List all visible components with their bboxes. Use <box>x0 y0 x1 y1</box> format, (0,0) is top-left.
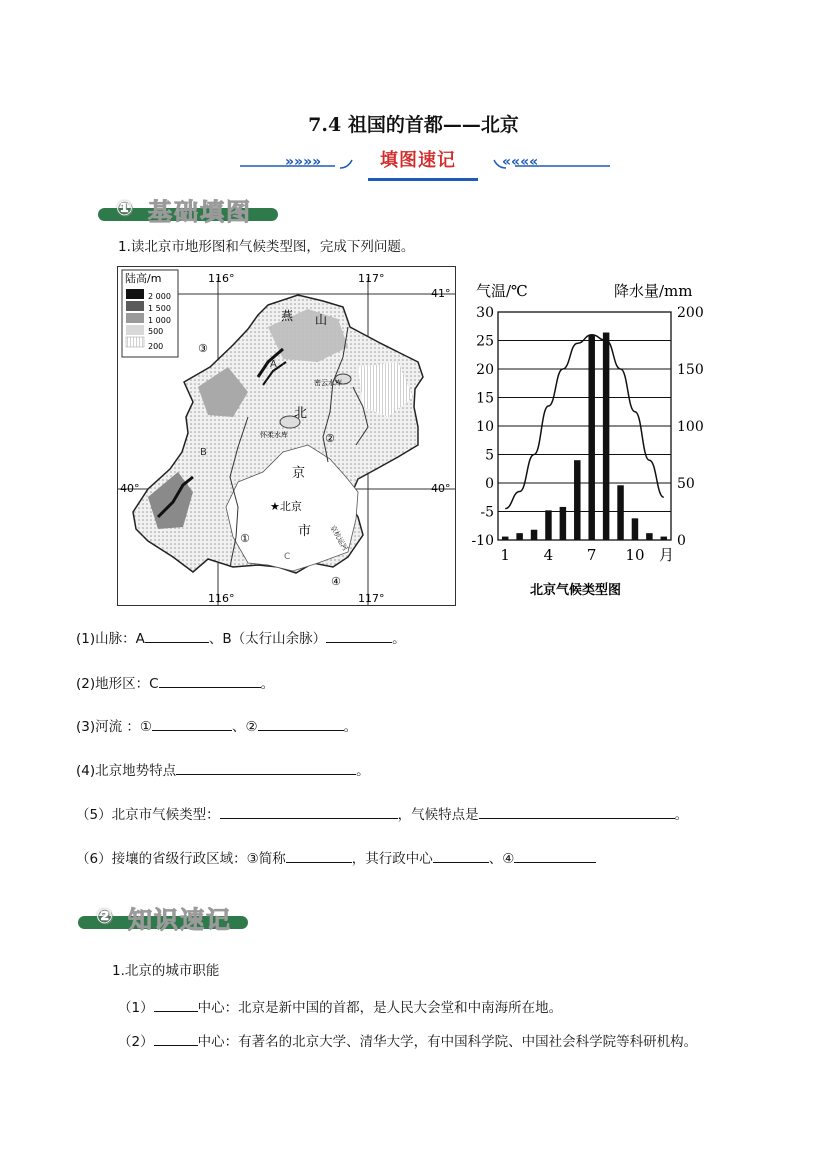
lat-label: 40° <box>431 482 451 495</box>
precipitation-bar <box>661 537 667 540</box>
temp-tick-label: 5 <box>485 447 494 464</box>
legend-level: 2 000 <box>148 292 171 301</box>
temp-tick-label: -5 <box>480 504 494 521</box>
label-jing: 京 <box>292 466 306 481</box>
svg-text:»»»»: »»»» <box>285 154 322 170</box>
question-text: ，气候特点是 <box>397 807 479 823</box>
lon-label-top: 117° <box>358 272 385 285</box>
precipitation-bar <box>646 533 652 540</box>
question-text: 。 <box>356 763 370 779</box>
section-number: ② <box>96 904 113 928</box>
answer-blank[interactable] <box>326 628 392 643</box>
item-prefix: （2） <box>118 1034 154 1050</box>
label-grand-canal: 京杭运河 <box>328 524 350 553</box>
label-region-4: ④ <box>331 575 341 588</box>
item-text: 中心：有著名的北京大学、清华大学，有中国科学院、中国社会科学院等科研机构。 <box>197 1034 698 1050</box>
precipitation-bar <box>617 485 623 540</box>
label-C: C <box>284 552 291 562</box>
beijing-climate-chart <box>466 272 716 607</box>
label-yan: 燕 <box>281 309 294 323</box>
month-tick-label: 4 <box>543 546 554 564</box>
lat-label: 40° <box>120 482 140 495</box>
precipitation-bar <box>632 518 638 540</box>
page-title: 7.4 祖国的首都——北京 <box>308 114 519 136</box>
label-river-1: ① <box>240 532 250 545</box>
label-miyun-reservoir: 密云水库 <box>314 379 342 387</box>
section-header-knowledge <box>78 900 248 934</box>
question-text: 。 <box>260 676 275 692</box>
precip-tick-label: 50 <box>677 476 695 492</box>
answer-blank[interactable] <box>514 848 596 863</box>
question-text: (1)山脉：A <box>76 631 145 647</box>
legend-title: 陆高/m <box>125 272 162 285</box>
precip-tick-label: 0 <box>677 533 686 549</box>
question-intro: 1.读北京市地形图和气候类型图，完成下列问题。 <box>118 239 415 255</box>
question-3 <box>76 716 357 736</box>
chart-right-axis-label: 降水量/mm <box>614 282 693 300</box>
precipitation-bar <box>516 533 522 540</box>
lon-label-top: 116° <box>208 272 235 285</box>
temp-tick-label: 25 <box>476 333 494 350</box>
question-5 <box>76 804 688 824</box>
question-6 <box>76 848 596 868</box>
svg-text:««««: «««« <box>502 154 539 170</box>
banner-label: 填图速记 <box>380 150 456 171</box>
month-axis-suffix: 月 <box>659 546 675 564</box>
month-tick-label: 1 <box>500 546 510 564</box>
question-1 <box>76 628 406 648</box>
month-tick-label: 7 <box>586 546 597 564</box>
temp-tick-label: 0 <box>485 476 494 492</box>
section-label: 知识速记 <box>128 906 232 934</box>
temp-tick-label: -10 <box>471 533 494 549</box>
item-text: 中心：北京是新中国的首都，是人民大会堂和中南海所在地。 <box>197 1000 563 1016</box>
label-huairou-reservoir: 怀柔水库 <box>260 431 288 439</box>
label-B: B <box>200 447 207 458</box>
question-4 <box>76 760 370 780</box>
question-text: （5）北京市气候类型： <box>76 807 220 823</box>
label-region-3: ③ <box>198 342 208 355</box>
item-prefix: （1） <box>118 1000 154 1016</box>
precipitation-bar <box>588 335 594 540</box>
label-shi: 市 <box>298 524 312 539</box>
lat-label: 41° <box>431 287 451 300</box>
precipitation-bar <box>560 507 566 540</box>
temp-tick-label: 30 <box>476 305 494 321</box>
question-text: 。 <box>674 807 689 823</box>
answer-blank[interactable] <box>145 628 209 643</box>
legend-level: 1 500 <box>148 304 171 313</box>
legend-level: 1 000 <box>148 316 171 325</box>
answer-blank[interactable] <box>433 848 489 863</box>
question-text: （6）接壤的省级行政区域：③简称 <box>76 851 286 867</box>
question-text: ，其行政中心 <box>351 851 433 867</box>
label-river-2: ② <box>325 432 335 445</box>
question-text: (2)地形区：C <box>76 676 159 692</box>
lon-label-bottom: 116° <box>208 592 235 605</box>
temp-tick-label: 10 <box>476 419 494 435</box>
precip-tick-label: 200 <box>677 305 704 321</box>
knowledge-item-1 <box>118 997 562 1017</box>
chart-left-axis-label: 气温/℃ <box>476 282 528 300</box>
question-text: (3)河流 ：① <box>76 719 153 735</box>
label-beijing-capital: ★北京 <box>270 500 302 513</box>
answer-blank[interactable] <box>479 804 675 819</box>
answer-blank[interactable] <box>286 848 352 863</box>
precipitation-bar <box>531 530 537 540</box>
label-A: A <box>270 359 277 370</box>
section-number: ① <box>116 196 133 220</box>
precipitation-bar <box>545 510 551 540</box>
answer-blank[interactable] <box>154 1031 198 1046</box>
chart-title: 北京气候类型图 <box>530 583 622 598</box>
lon-label-bottom: 117° <box>358 592 385 605</box>
question-text: 、② <box>232 719 258 735</box>
label-shan: 山 <box>315 313 328 327</box>
knowledge-item-2 <box>118 1031 697 1051</box>
question-text: 。 <box>392 631 406 647</box>
temp-tick-label: 20 <box>476 362 494 378</box>
precip-tick-label: 150 <box>677 362 704 378</box>
answer-blank[interactable] <box>176 760 356 775</box>
label-bei: 北 <box>294 406 308 421</box>
beijing-terrain-map <box>117 266 456 606</box>
question-text: 。 <box>343 719 358 735</box>
section-header-basic <box>98 192 278 226</box>
answer-blank[interactable] <box>154 997 198 1012</box>
legend-level: 500 <box>148 327 164 336</box>
question-text: (4)北京地势特点 <box>76 763 177 779</box>
temp-tick-label: 15 <box>476 390 494 407</box>
precipitation-bar <box>603 333 609 540</box>
answer-blank[interactable] <box>152 716 232 731</box>
question-text: 、B（太行山余脉） <box>208 631 327 647</box>
answer-blank[interactable] <box>258 716 344 731</box>
section-label: 基础填图 <box>148 198 252 226</box>
precipitation-bar <box>502 537 508 540</box>
question-text: 、④ <box>488 851 515 867</box>
precipitation-bar <box>574 460 580 540</box>
knowledge-heading: 1.北京的城市职能 <box>112 963 220 979</box>
answer-blank[interactable] <box>159 673 261 688</box>
precip-tick-label: 100 <box>677 419 704 435</box>
month-tick-label: 10 <box>625 546 645 564</box>
answer-blank[interactable] <box>220 804 398 819</box>
question-2 <box>76 673 274 693</box>
legend-level: 200 <box>148 342 164 351</box>
